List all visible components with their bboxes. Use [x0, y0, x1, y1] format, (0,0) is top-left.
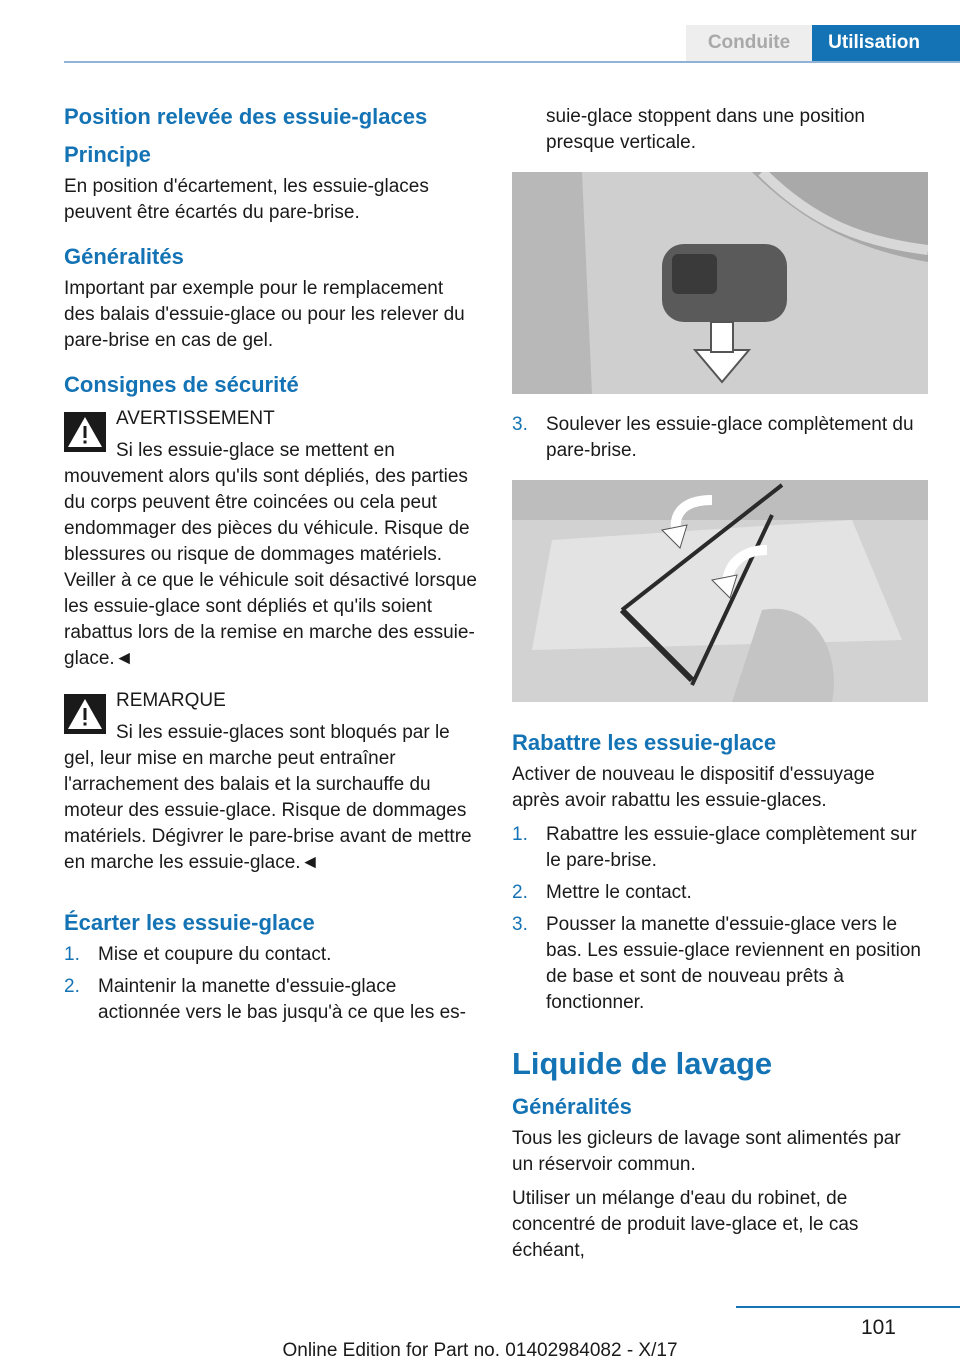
notice-block	[64, 688, 479, 876]
liquide-generalites-heading: Généralités	[512, 1094, 632, 1119]
left-column	[64, 96, 479, 1036]
principe-heading: Principe	[64, 142, 151, 167]
securite-heading: Consignes de sécurité	[64, 372, 299, 397]
rabattre-steps	[512, 822, 927, 1016]
list-item: 2. Mettre le contact.	[512, 882, 692, 903]
edition-footer: Online Edition for Part no. 01402984082 - X/17	[282, 1340, 678, 1361]
warning-block	[64, 406, 479, 672]
liquide-text-1: Tous les gicleurs de lavage sont alimentés par un réservoir commun.	[512, 1128, 901, 1175]
list-item: 1. Mise et coupure du contact.	[64, 944, 332, 965]
raised-wipers-photo	[512, 480, 928, 702]
ecarter-heading: Écarter les essuie-glace	[64, 910, 315, 935]
footer-divider	[736, 1306, 960, 1308]
rabattre-text: Activer de nouveau le dispositif d'essuyage après avoir rabattu les essuie-glaces.	[512, 764, 875, 811]
tab-conduite[interactable]: Conduite	[686, 25, 812, 61]
list-item: 3. Soulever les essuie-glace complètement du pare-brise.	[512, 414, 914, 461]
notice-text: Si les essuie-glaces sont bloqués par le gel, leur mise en marche peut entraîner l'arrachement des balais et la surchauffe du moteur des essuie-glace. Risque de dommages matériels. Dégivrer le pare-brise avant de mettre en marche les essuie-glace.◄	[64, 722, 472, 873]
notice-title: REMARQUE	[116, 690, 226, 711]
list-item: 3. Pousser la manette d'essuie-glace vers le bas. Les essuie-glace reviennent en position de base et sont de nouveau prêts à fonctionner.	[512, 914, 921, 1013]
generalites-heading: Généralités	[64, 244, 184, 269]
warning-title: AVERTISSEMENT	[116, 408, 275, 429]
step3-list	[512, 412, 927, 464]
principe-text: En position d'écartement, les essuie-glaces peuvent être écartés du pare-brise.	[64, 176, 429, 223]
warning-text: Si les essuie-glace se mettent en mouvement alors qu'ils sont dépliés, des parties du corps peuvent être coincées ou cela peut endommager des pièces du véhicule. Risque de blessures ou risque de dommages matériels. Veiller à ce que le véhicule soit désactivé lorsque les essuie-glace sont dépliés et qu'ils soient rabattus lors de la remise en marche des essuie-glace.◄	[64, 440, 477, 669]
right-column	[512, 96, 927, 1272]
page-number: 101	[860, 1316, 896, 1339]
rearview-mirror-photo	[512, 172, 928, 394]
tab-utilisation[interactable]: Utilisation	[812, 25, 960, 61]
liquide-heading: Liquide de lavage	[512, 1046, 773, 1081]
header-tabs	[686, 25, 960, 61]
list-item: 2. Maintenir la manette d'essuie-glace actionnée vers le bas jusqu'à ce que les es-	[64, 976, 467, 1023]
list-item: 1. Rabattre les essuie-glace complètement sur le pare-brise.	[512, 824, 917, 871]
continued-text: suie-glace stoppent dans une position presque verticale.	[546, 106, 866, 153]
rabattre-heading: Rabattre les essuie-glace	[512, 730, 777, 755]
ecarter-steps	[64, 942, 479, 1026]
generalites-text: Important par exemple pour le remplacement des balais d'essuie-glace ou pour les relever du pare-brise en cas de gel.	[64, 278, 465, 351]
section-title: Position relevée des essuie-glaces	[64, 104, 428, 129]
warning-triangle-icon	[64, 412, 106, 452]
warning-triangle-icon	[64, 694, 106, 734]
header-divider	[64, 61, 960, 63]
liquide-text-2: Utiliser un mélange d'eau du robinet, de concentré de produit lave-glace et, le cas échéant,	[512, 1188, 859, 1261]
